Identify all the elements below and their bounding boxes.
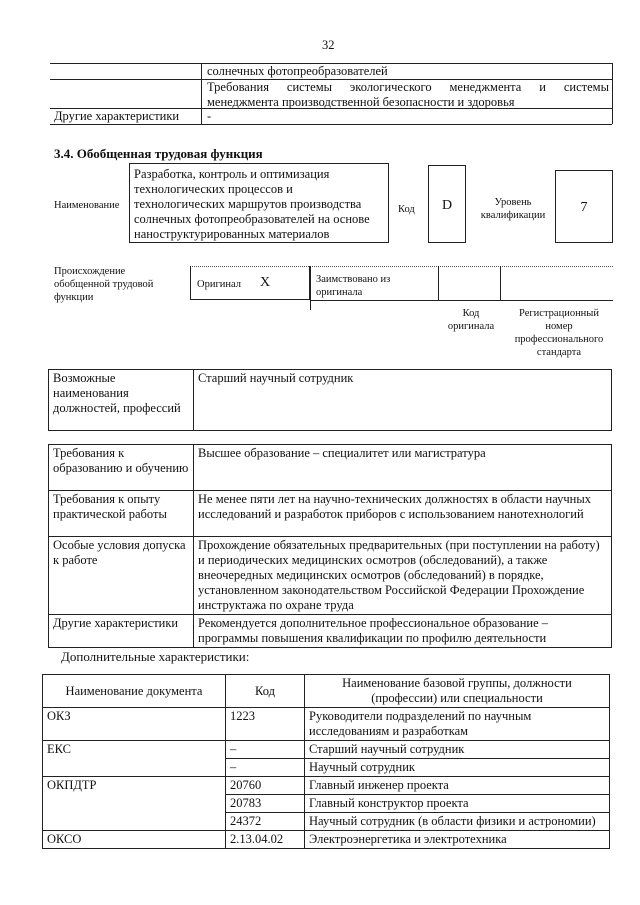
code-cell: 2.13.04.02: [226, 831, 305, 849]
requirement-label: Требования к опыту практической работы: [49, 491, 194, 537]
name-label: Наименование: [54, 200, 120, 211]
name-cell: Главный конструктор проекта: [305, 795, 610, 813]
code-cell: –: [226, 741, 305, 759]
name-cell: Электроэнергетика и электротехника: [305, 831, 610, 849]
doc-cell: ОКЗ: [43, 708, 226, 741]
top-other-label: Другие характеристики: [54, 109, 180, 123]
header-document: Наименование документа: [43, 675, 226, 708]
requirements-row: [49, 537, 612, 615]
table-row: [43, 777, 610, 795]
code-cell: 1223: [226, 708, 305, 741]
origin-label: Происхождение обобщенной трудовой функции: [54, 266, 154, 303]
name-cell: Главный инженер проекта: [305, 777, 610, 795]
requirement-value: Высшее образование – специалитет или магистратура: [194, 445, 612, 491]
requirement-value: Не менее пяти лет на научно-технических должностях в области научных исследований и разработок приборов с использованием нанотехнологий: [194, 491, 612, 537]
requirements-row: [49, 491, 612, 537]
original-mark: X: [260, 275, 271, 290]
header-name: Наименование базовой группы, должности (профессии) или специальности: [305, 675, 610, 708]
additional-title: Дополнительные характеристики:: [61, 649, 250, 664]
table-row: [43, 741, 610, 759]
page-number: 32: [322, 38, 335, 52]
requirement-label: Особые условия допуска к работе: [49, 537, 194, 615]
positions-value: Старший научный сотрудник: [194, 370, 612, 431]
top-row1-text: солнечных фотопреобразователей: [207, 64, 388, 78]
code-value: D: [441, 198, 453, 213]
level-value: 7: [580, 200, 588, 215]
header-code: Код: [226, 675, 305, 708]
requirement-label: Требования к образованию и обучению: [49, 445, 194, 491]
requirement-value: Рекомендуется дополнительное профессиональное образование – программы повышения квалификации по профилю деятельности: [194, 615, 612, 648]
section-title: 3.4. Обобщенная трудовая функция: [54, 146, 263, 161]
additional-header-row: [43, 675, 610, 708]
positions-row: [49, 370, 612, 431]
table-row: [43, 831, 610, 849]
original-label: Оригинал: [197, 279, 241, 290]
requirements-table: [48, 444, 612, 648]
reg-number-label: Регистрационный номер профессионального стандарта: [514, 308, 604, 358]
level-label: Уровень квалификации: [480, 197, 546, 221]
code-label: Код: [398, 204, 415, 215]
table-row: [43, 708, 610, 741]
positions-label: Возможные наименования должностей, профессий: [49, 370, 194, 431]
additional-table: [42, 674, 610, 849]
name-cell: Научный сотрудник: [305, 759, 610, 777]
name-cell: Научный сотрудник (в области физики и астрономии): [305, 813, 610, 831]
top-row2-text: Требования системы экологического менеджмента и системы менеджмента производственной безопасности и здоровья: [207, 80, 609, 109]
code-cell: –: [226, 759, 305, 777]
top-other-value: -: [207, 109, 212, 123]
requirements-row: [49, 445, 612, 491]
requirement-value: Прохождение обязательных предварительных (при поступлении на работу) и периодических медицинских осмотров (обследований), а также внеочередных медицинских осмотров (обследований) в порядке, установленном законодательством Российской Федерации Прохождение инструктажа по охране труда: [194, 537, 612, 615]
name-cell: Руководители подразделений по научным исследованиям и разработкам: [305, 708, 610, 741]
name-value: Разработка, контроль и оптимизация технологических процессов и технологических маршрутов производства солнечных фотопреобразователей на основе наноструктурированных материалов: [134, 167, 370, 241]
positions-table: [48, 369, 612, 431]
requirement-label: Другие характеристики: [49, 615, 194, 648]
doc-cell: ОКПДТР: [43, 777, 226, 831]
doc-cell: ОКСО: [43, 831, 226, 849]
code-cell: 24372: [226, 813, 305, 831]
code-cell: 20783: [226, 795, 305, 813]
name-cell: Старший научный сотрудник: [305, 741, 610, 759]
requirements-row: [49, 615, 612, 648]
doc-cell: ЕКС: [43, 741, 226, 777]
borrowed-label: Заимствовано из оригинала: [316, 274, 391, 298]
code-original-label: Код оригинала: [447, 308, 495, 332]
code-cell: 20760: [226, 777, 305, 795]
